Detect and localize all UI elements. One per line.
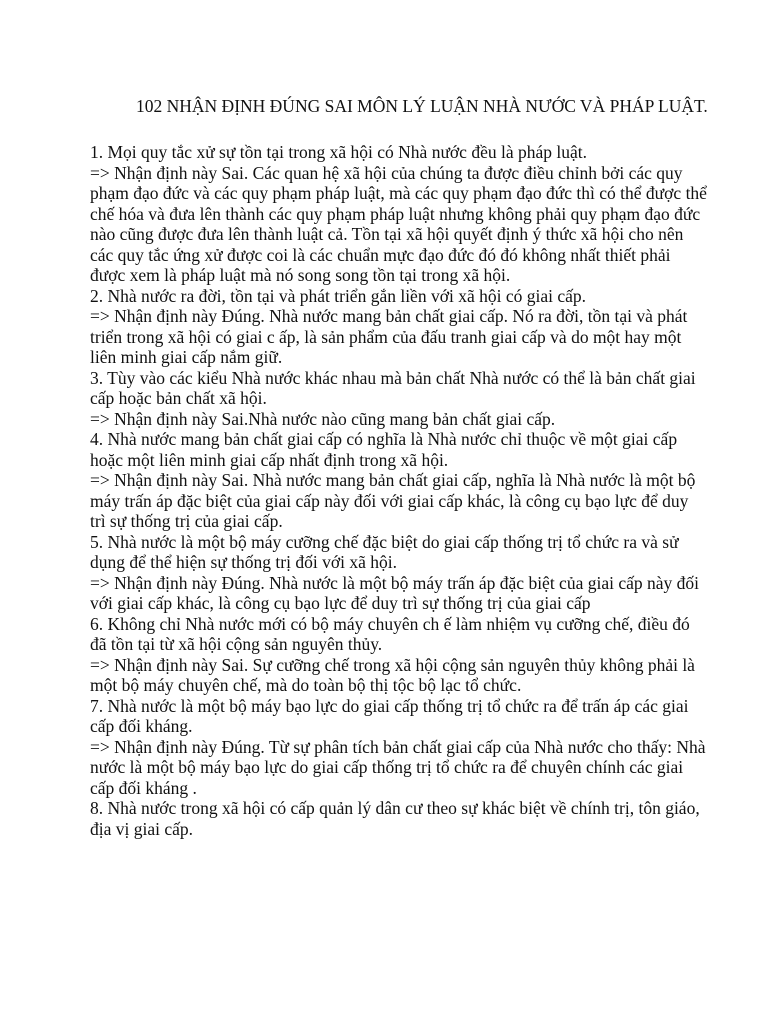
answer-7: => Nhận định này Đúng. Từ sự phân tích bản chất giai cấp của Nhà nước cho thấy: Nhà nước là một bộ máy bạo lực do giai cấp thống trị tổ chức ra để chuyên chính các giai cấp đối kháng . bbox=[90, 736, 706, 798]
question-6: 6. Không chỉ Nhà nước mới có bộ máy chuyên ch ế làm nhiệm vụ cưỡng chế, điều đó đã tồn tại từ xã hội cộng sản nguyên thủy. bbox=[90, 613, 690, 654]
answer-5: => Nhận định này Đúng. Nhà nước là một bộ máy trấn áp đặc biệt của giai cấp này đối với giai cấp khác, là công cụ bạo lực để duy trì sự thống trị của giai cấp bbox=[90, 572, 699, 613]
answer-2: => Nhận định này Đúng. Nhà nước mang bản chất giai cấp. Nó ra đời, tồn tại và phát triển trong xã hội có giai c ấp, là sản phẩm của đấu tranh giai cấp và do một hay một liên minh giai cấp nắm giữ. bbox=[90, 306, 688, 367]
answer-6: => Nhận định này Sai. Sự cưỡng chế trong xã hội cộng sản nguyên thủy không phải là một bộ máy chuyên chế, mà do toàn bộ thị tộc bộ lạc tổ chức. bbox=[90, 654, 695, 695]
document-title: 102 NHẬN ĐỊNH ĐÚNG SAI MÔN LÝ LUẬN NHÀ NƯỚC VÀ PHÁP LUẬT. bbox=[136, 96, 708, 116]
question-2: 2. Nhà nước ra đời, tồn tại và phát triển gắn liền với xã hội có giai cấp. bbox=[90, 285, 586, 306]
question-1: 1. Mọi quy tắc xử sự tồn tại trong xã hội có Nhà nước đều là pháp luật. bbox=[90, 142, 587, 162]
document-body bbox=[90, 142, 708, 839]
title-spacer bbox=[90, 118, 708, 142]
question-7: 7. Nhà nước là một bộ máy bạo lực do giai cấp thống trị tổ chức ra để trấn áp các giai cấp đối kháng. bbox=[90, 695, 689, 736]
answer-3: => Nhận định này Sai.Nhà nước nào cũng mang bản chất giai cấp. bbox=[90, 408, 556, 429]
answer-4: => Nhận định này Sai. Nhà nước mang bản chất giai cấp, nghĩa là Nhà nước là một bộ máy trấn áp đặc biệt của giai cấp này đối với giai cấp khác, là công cụ bạo lực để duy trì sự thống trị của giai cấp. bbox=[90, 470, 696, 531]
question-8: 8. Nhà nước trong xã hội có cấp quản lý dân cư theo sự khác biệt về chính trị, tôn giáo, địa vị giai cấp. bbox=[90, 798, 700, 839]
question-3: 3. Tùy vào các kiểu Nhà nước khác nhau mà bản chất Nhà nước có thể là bản chất giai cấp hoặc bản chất xã hội. bbox=[90, 367, 696, 408]
question-4: 4. Nhà nước mang bản chất giai cấp có nghĩa là Nhà nước chỉ thuộc về một giai cấp hoặc một liên minh giai cấp nhất định trong xã hội. bbox=[90, 429, 678, 470]
question-5: 5. Nhà nước là một bộ máy cưỡng chế đặc biệt do giai cấp thống trị tổ chức ra và sử dụng để thể hiện sự thống trị đối với xã hội. bbox=[90, 531, 679, 572]
answer-1: => Nhận định này Sai. Các quan hệ xã hội của chúng ta được điều chỉnh bởi các quy phạm đạo đức và các quy phạm pháp luật, mà các quy phạm đạo đức thì có thể được thể chế hóa và đưa lên thành các quy phạm pháp luật nhưng không phải quy phạm đạo đức nào cũng được đưa lên thành luật cả. Tồn tại xã hội quyết định ý thức xã hội cho nên các quy tắc ứng xử được coi là các chuẩn mực đạo đức đó đó không nhất thiết phải được xem là pháp luật mà nó song song tồn tại trong xã hội. bbox=[90, 162, 707, 285]
